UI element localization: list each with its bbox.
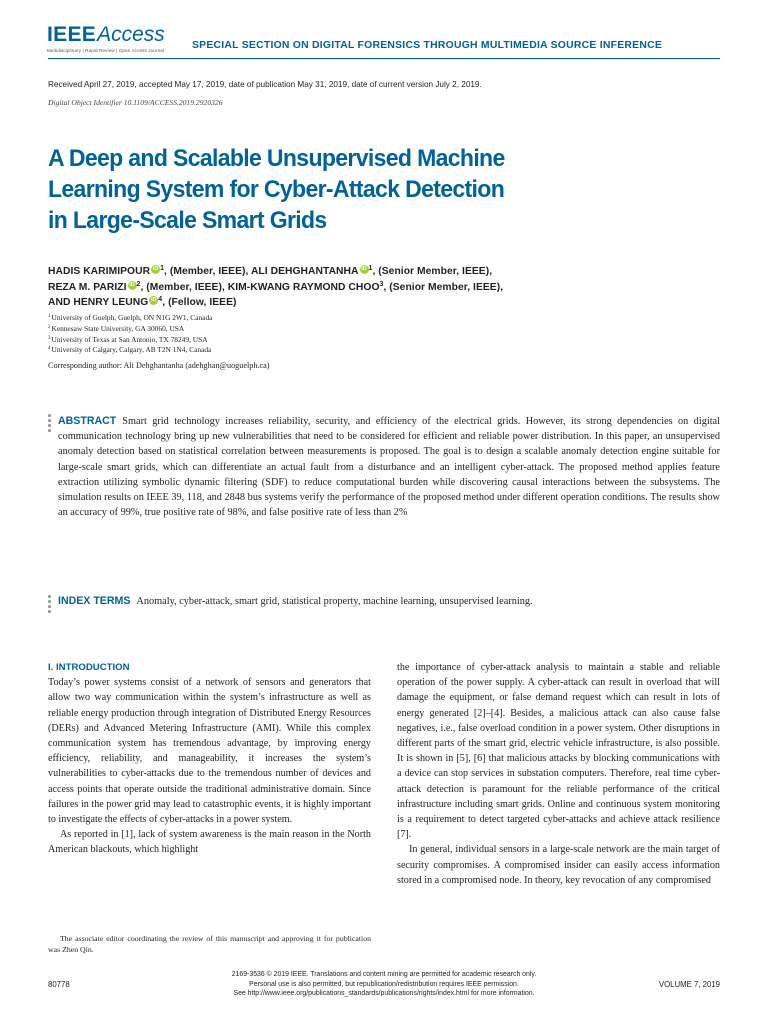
page-number: 80778 [48, 980, 70, 989]
doi: Digital Object Identifier 10.1109/ACCESS.2019.2920326 [48, 98, 223, 107]
author-line: HADIS KARIMIPOUR iD $^1$, (Member, IEEE), ALI DEHGHANTANHA iD $^1$, (Senior Member, IEEE), [48, 265, 493, 277]
corresponding-author: Corresponding author: Ali Dehghantanha (adehghan@uoguelph.ca) [48, 361, 270, 370]
orcid-icon[interactable]: iD [152, 266, 159, 272]
author-line: REZA M. PARIZI iD $^2$, (Member, IEEE), KIM-KWANG RAYMOND CHOO$^3$, (Senior Member, IEEE), [48, 280, 504, 293]
orcid-icon[interactable]: iD [129, 281, 135, 288]
index-terms-label: INDEX TERMS [58, 595, 131, 607]
footnote: The associate editor coordinating the review of this manuscript and approving it for publication was Zhen Qin. [48, 934, 371, 954]
abstract-label: ABSTRACT [58, 415, 117, 427]
special-section-title: SPECIAL SECTION ON DIGITAL FORENSICS THROUGH MULTIMEDIA SOURCE INFERENCE [192, 40, 663, 51]
ieee-access-logo [47, 24, 177, 56]
index-terms-text: Anomaly, cyber-attack, smart grid, statistical property, machine learning, unsupervised learning. [136, 596, 533, 607]
received-dates: Received April 27, 2019, accepted May 17, 2019, date of publication May 31, 2019, date of current version July 2, 2019. [48, 80, 482, 89]
affiliation: $^4$University of Calgary, Calgary, AB T2N 1N4, Canada [48, 345, 212, 355]
author-name: AND HENRY LEUNG [48, 297, 149, 308]
title-line: in Large-Scale Smart Grids [48, 207, 327, 234]
paragraph: As reported in [1], lack of system awareness is the main reason in the North American blackouts, which highlight [48, 829, 371, 856]
header-divider [48, 58, 720, 59]
author-name: HADIS KARIMIPOUR [48, 266, 151, 277]
index-terms-dots-icon [48, 595, 52, 615]
title-line: A Deep and Scalable Unsupervised Machine [48, 145, 505, 172]
body-column-left [48, 660, 371, 858]
abstract-text: Smart grid technology increases reliability, security, and efficiency of the electrical grids. However, its strong dependencies on digital communication technology bring up new vulnerabilities that need to be considered for efficient and reliable power distribution. In this paper, an unsupervised anomaly detection based on statistical correlation between measurements is proposed. The goal is to design a scalable anomaly detection engine suitable for large-scale smart grids, which can differentiate an actual fault from a disturbance and an intelligent cyber-attack. The proposed method applies feature extraction utilizing symbolic dynamic filtering (SDF) to reduce computational burden while discovering causal interactions between the subsystems. The simulation results on IEEE 39, 118, and 2848 bus systems verify the performance of the proposed method under different operation conditions. The results show an accuracy of 99%, true positive rate of 98%, and false positive rate of less than 2% [58, 416, 720, 519]
orcid-icon[interactable]: iD [361, 266, 367, 272]
affiliation: $^2$Kennesaw State University, GA 30060, USA [48, 323, 185, 333]
affiliation: $^3$University of Texas at San Antonio, TX 78249, USA [48, 334, 208, 344]
author-list [48, 264, 728, 311]
copyright-notice: 2169-3536 © 2019 IEEE. Translations and content mining are permitted for academic research only. Personal use is also permitted, but republication/redistribution requires IEEE permission. See http://www.ieee.org/publications_standards/publications/rights/index.html for more information. [231, 971, 537, 998]
section-heading: I. INTRODUCTION [48, 662, 130, 673]
body-column-right [397, 660, 720, 888]
paragraph: the importance of cyber-attack analysis to maintain a stable and reliable operation of the power supply. A cyber-attack can result in overload that will damage the equipment, or false demand request which can result in lots of energy generated [2]–[4]. Besides, a malicious attack can also cause false negatives, i.e., false overload condition in a power system. Other disruptions in different parts of the smart grid, electric vehicle infrastructure, is also possible. It is shown in [5], [6] that malicious attacks by blocking communications with a device can stop services in substation computers. Therefore, real time cyber-attack detection is paramount for the reliable performance of the critical infrastructure including smart grids. Online and continuous system monitoring is a requirement to detect targeted cyber-attacks and achieve attack resilience [7]. [397, 662, 720, 841]
affiliation: $^1$University of Guelph, Guelph, ON N1G 2W1, Canada [48, 313, 213, 322]
paper-title [48, 143, 574, 236]
abstract-dots-icon [48, 414, 52, 434]
logo-tagline: Multidisciplinary | Rapid Review | Open Access Journal [47, 48, 165, 53]
author-name: ALI DEHGHANTANHA [250, 266, 359, 277]
author-line: AND HENRY LEUNG iD $^4$, (Fellow, IEEE) [48, 296, 237, 308]
logo-wordmark: IEEEAccess [47, 23, 165, 46]
abstract [58, 414, 720, 520]
author-name: REZA M. PARIZI [48, 281, 127, 293]
index-terms [58, 594, 720, 609]
author-name: KIM-KWANG RAYMOND CHOO [227, 281, 380, 293]
affiliations [48, 313, 448, 356]
volume-label: VOLUME 7, 2019 [658, 980, 720, 989]
paragraph: Today’s power systems consist of a network of sensors and generators that allow two way communication within the system’s infrastructure as well as reliable energy production through integration of Distributed Energy Resources (DERs) and Advanced Metering Infrastructure (AMI). While this complex communication system has tremendous advantage, by improving energy efficiency, reliability, and manageability, it increases the system’s vulnerabilities to cyber-attacks due to the tremendous number of devices and access points that operate outside the traditional administrative domain. Since failures in the power grid may lead to catastrophic events, it is highly important to investigate the effects of cyber-attacks in a power system. [48, 677, 371, 826]
paragraph: In general, individual sensors in a large-scale network are the main target of security compromises. A compromised insider can easily access information stored in a compromised node. In theory, key revocation of any compromised [397, 844, 720, 886]
title-line: Learning System for Cyber-Attack Detection [48, 176, 505, 203]
orcid-icon[interactable]: iD [150, 297, 157, 303]
